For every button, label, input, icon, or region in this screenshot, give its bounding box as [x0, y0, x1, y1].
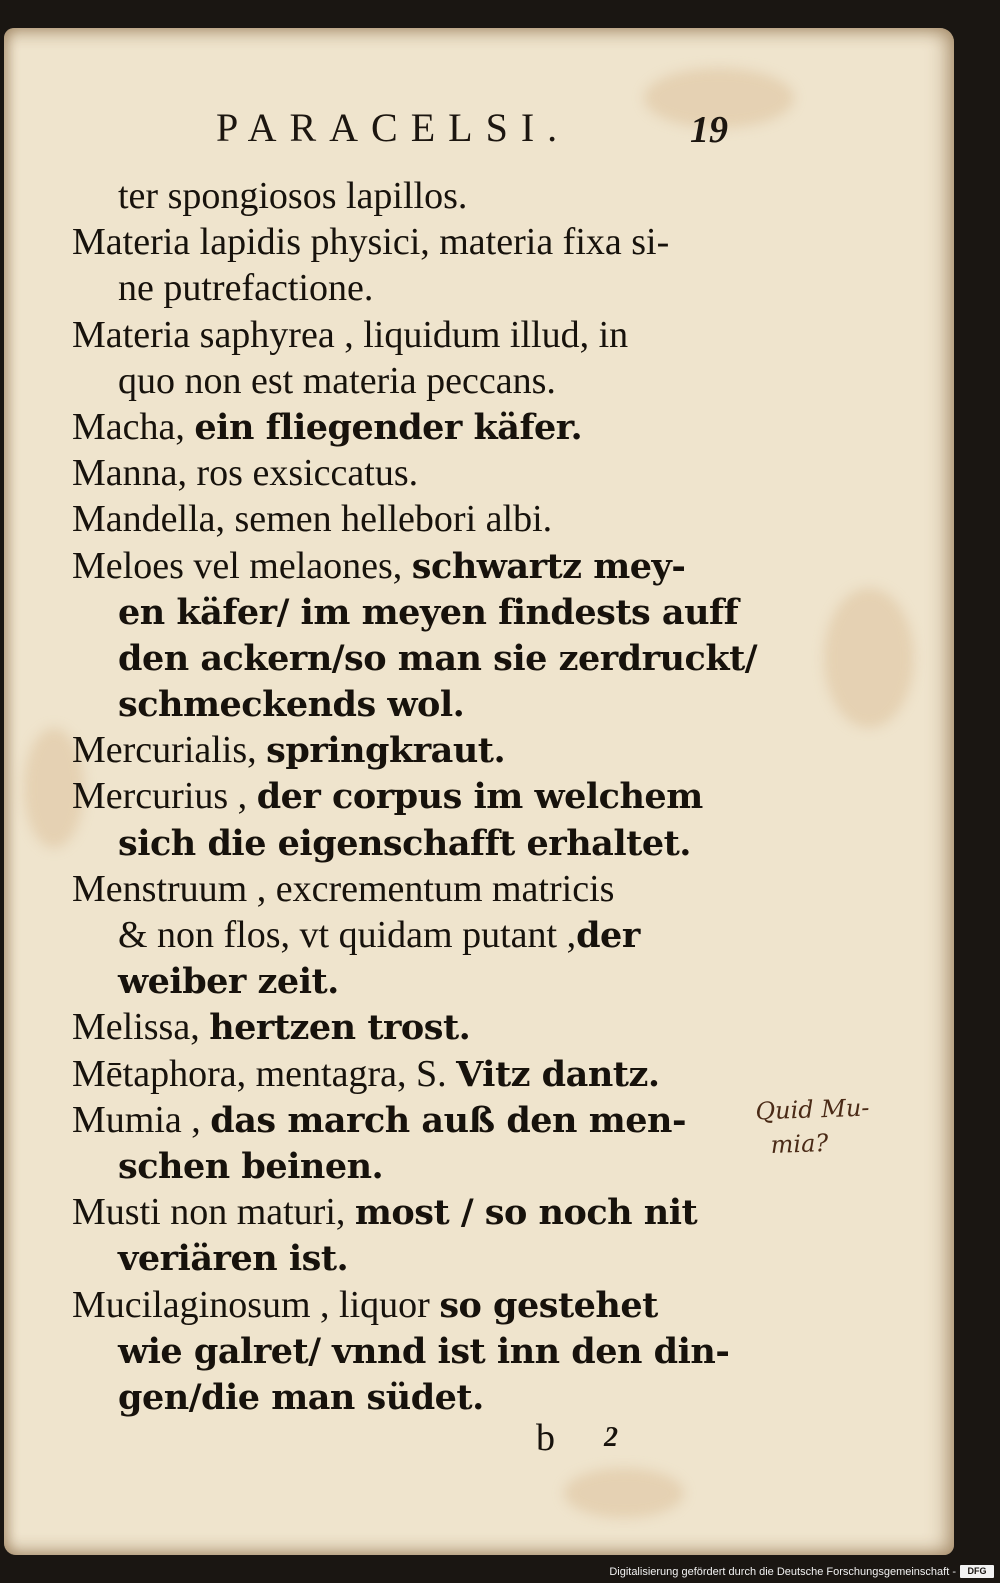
text-line [72, 1051, 752, 1097]
text-line [72, 773, 752, 819]
text-line [72, 312, 752, 358]
marginal-line: Quid Mu- [754, 1093, 870, 1126]
latin-text: Mandella, semen hellebori albi. [72, 498, 553, 541]
text-line [72, 173, 752, 219]
running-title: PARACELSI. [216, 105, 571, 150]
blackletter-text: veriären ist. [118, 1238, 349, 1280]
blackletter-text: most / so noch nit [354, 1192, 698, 1234]
blackletter-text: en käfer/ im meyen findests auff [118, 591, 739, 633]
blackletter-text: schen beinen. [118, 1145, 384, 1187]
latin-text: Meloes vel melaones, [72, 544, 412, 587]
latin-text: Mētaphora, mentagra, S. [72, 1052, 457, 1095]
blackletter-text: der [576, 915, 640, 956]
blackletter-text: hertzen trost. [209, 1007, 471, 1049]
blackletter-text: der corpus im welchem [256, 776, 703, 818]
blackletter-text: so gestehet [439, 1284, 658, 1326]
dfg-logo: DFG [960, 1565, 994, 1578]
marginal-line: mia? [770, 1128, 829, 1159]
text-line [72, 450, 752, 496]
latin-text: ter spongiosos lapillos. [118, 175, 468, 217]
text-line [72, 1282, 752, 1328]
text-line [72, 589, 752, 635]
latin-text: ne putrefactione. [118, 267, 374, 310]
text-line [72, 404, 752, 450]
digitization-footer [0, 1557, 1000, 1583]
latin-text: Mercurialis, [72, 729, 267, 772]
marginal-annotation [755, 1088, 954, 1163]
text-line [72, 681, 752, 727]
latin-text: Materia lapidis physici, materia fixa si- [72, 221, 670, 264]
blackletter-text: schwartz mey- [411, 545, 686, 587]
latin-text: Mumia , [72, 1098, 211, 1141]
text-line [72, 219, 752, 265]
paper-stain [564, 1468, 684, 1518]
latin-text: Manna, ros exsiccatus. [72, 452, 419, 495]
blackletter-text: gen/die man südet. [118, 1376, 484, 1418]
latin-text: & non flos, vt quidam putant , [118, 914, 577, 956]
blackletter-text: das march auß den men- [210, 1099, 686, 1141]
page-number: 19 [690, 109, 728, 151]
blackletter-text: schmeckends wol. [118, 684, 465, 726]
page-header [4, 98, 954, 158]
latin-text: Menstruum , excrementum matricis [72, 867, 615, 910]
text-line [72, 496, 752, 542]
blackletter-text: weiber zeit. [118, 961, 339, 1003]
text-line [72, 1189, 752, 1235]
signature-mark: b [536, 1417, 555, 1459]
latin-text: Mercurius , [72, 775, 257, 818]
book-page [4, 28, 954, 1555]
text-line [72, 1374, 752, 1420]
text-line [72, 358, 752, 404]
blackletter-text: den ackern/so man sie zerdruckt/ [118, 637, 758, 679]
text-line [72, 1004, 752, 1050]
text-line [72, 1328, 752, 1374]
paper-stain [824, 588, 914, 728]
text-line [72, 543, 752, 589]
signature-leaf-number: 2 [604, 1422, 618, 1453]
blackletter-text: wie galret/ vnnd ist inn den din- [118, 1330, 730, 1372]
latin-text: Macha, [72, 405, 195, 448]
text-line [72, 1143, 752, 1189]
text-line [72, 265, 752, 311]
latin-text: Melissa, [72, 1006, 210, 1049]
text-line [72, 866, 752, 912]
text-line [72, 1235, 752, 1281]
latin-text: Mucilaginosum , liquor [72, 1283, 440, 1326]
blackletter-text: Vitz dantz. [456, 1053, 660, 1095]
latin-text: Musti non maturi, [72, 1191, 355, 1234]
latin-text: Materia saphyrea , liquidum illud, in [72, 313, 629, 356]
glossary-text [72, 173, 758, 1420]
text-line [72, 635, 758, 681]
text-line [72, 820, 752, 866]
text-line [72, 1097, 752, 1143]
blackletter-text: sich die eigenschafft erhaltet. [118, 822, 691, 864]
text-line [72, 958, 752, 1004]
text-line [72, 912, 752, 958]
digitization-credit: Digitalisierung gefördert durch die Deutsche Forschungsgemeinschaft - [609, 1566, 956, 1578]
text-line [72, 727, 752, 773]
blackletter-text: springkraut. [266, 730, 506, 772]
catchword-line [4, 1416, 954, 1459]
latin-text: quo non est materia peccans. [118, 359, 556, 402]
blackletter-text: ein fliegender käfer. [194, 406, 583, 448]
